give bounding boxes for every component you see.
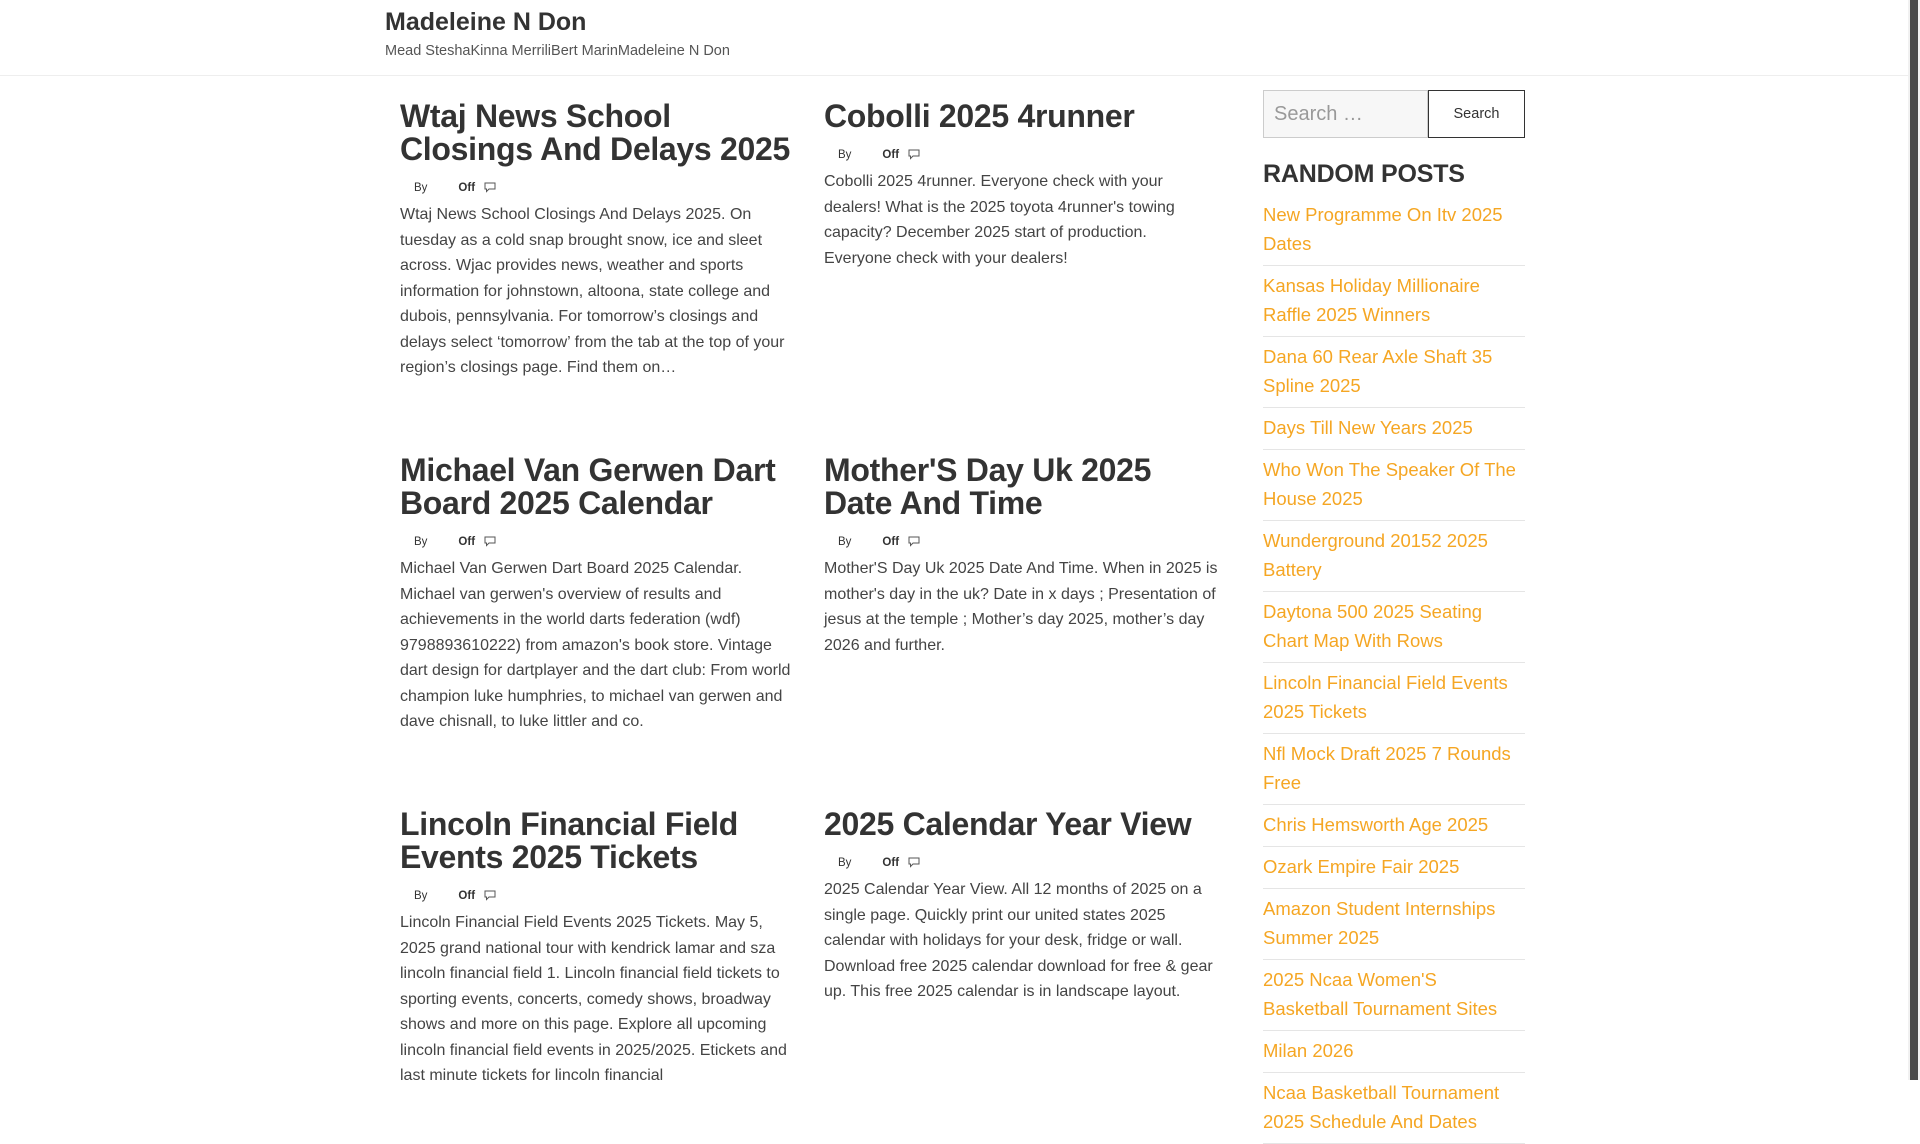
scrollbar-thumb[interactable] <box>1910 0 1918 1080</box>
comment-icon <box>908 536 922 548</box>
post-title-link[interactable]: Mother'S Day Uk 2025 Date And Time <box>824 452 1152 521</box>
random-post-link[interactable]: 2025 Ncaa Women'S Basketball Tournament Sites <box>1263 969 1498 1019</box>
random-post-link[interactable]: Chris Hemsworth Age 2025 <box>1263 814 1489 835</box>
post-comments-status: Off <box>882 536 900 548</box>
random-post-link[interactable]: Nfl Mock Draft 2025 7 Rounds Free <box>1263 743 1511 793</box>
random-post-link[interactable]: Wunderground 20152 2025 Battery <box>1263 530 1488 580</box>
list-item <box>1263 592 1525 663</box>
random-post-link[interactable]: Kansas Holiday Millionaire Raffle 2025 Winners <box>1263 275 1480 325</box>
list-item <box>1263 847 1525 889</box>
post-comments-status: Off <box>882 857 900 869</box>
list-item <box>1263 521 1525 592</box>
random-post-link[interactable]: Lincoln Financial Field Events 2025 Tickets <box>1263 672 1508 722</box>
list-item <box>1263 337 1525 408</box>
comment-icon <box>484 536 498 548</box>
list-item <box>1263 734 1525 805</box>
post-comments-status: Off <box>458 890 476 902</box>
post-card <box>824 808 1218 1005</box>
random-post-link[interactable]: Milan 2026 <box>1263 1040 1354 1061</box>
post-title-link[interactable]: Michael Van Gerwen Dart Board 2025 Calendar <box>400 452 776 521</box>
post-meta <box>824 853 1218 873</box>
post-meta <box>400 532 794 552</box>
comment-icon <box>908 149 922 161</box>
random-post-link[interactable]: Amazon Student Internships Summer 2025 <box>1263 898 1496 948</box>
comment-icon <box>484 890 498 902</box>
post-excerpt: Lincoln Financial Field Events 2025 Tickets. May 5, 2025 grand national tour with kendrick lamar and sza lincoln financial field 1. Lincoln financial field tickets to sporting events, concerts, comedy shows, broadway shows and more on this page. Explore all upcoming lincoln financial field events in 2025/2025. Etickets and last minute tickets for lincoln financial <box>400 914 787 1084</box>
search-button[interactable]: Search <box>1428 90 1525 138</box>
list-item <box>1263 1073 1525 1144</box>
post-excerpt: Michael Van Gerwen Dart Board 2025 Calendar. Michael van gerwen's overview of results and achievements in the world darts federation (wdf) 9798893610222) from amazon's book store. Vintage dart design for dartplayer and the dart club: From world champion luke humphries, to michael van gerwen and dave chisnall, to luke littler and co. <box>400 560 791 730</box>
list-item <box>1263 960 1525 1031</box>
post-meta <box>400 178 794 198</box>
post-author-label: By <box>414 536 428 548</box>
post-author-label: By <box>838 536 852 548</box>
post-author-label: By <box>414 890 428 902</box>
post-meta <box>824 145 1218 165</box>
site-title-link[interactable]: Madeleine N Don <box>385 8 587 36</box>
page-scrollbar[interactable] <box>1908 0 1920 1080</box>
list-item <box>1263 1031 1525 1073</box>
random-post-link[interactable]: Ncaa Basketball Tournament 2025 Schedule And Dates <box>1263 1082 1500 1132</box>
site-description: Mead SteshaKinna MerriliBert MarinMadeleine N Don <box>385 43 730 59</box>
post-author-label: By <box>838 857 852 869</box>
comment-icon <box>484 182 498 194</box>
list-item <box>1263 195 1525 266</box>
random-post-link[interactable]: Daytona 500 2025 Seating Chart Map With Rows <box>1263 601 1483 651</box>
random-post-link[interactable]: New Programme On Itv 2025 Dates <box>1263 204 1503 254</box>
post-author-label: By <box>414 182 428 194</box>
list-item <box>1263 663 1525 734</box>
random-posts-heading: RANDOM POSTS <box>1263 160 1465 188</box>
post-card <box>400 808 794 1089</box>
post-title-link[interactable]: Cobolli 2025 4runner <box>824 98 1135 134</box>
post-excerpt: Wtaj News School Closings And Delays 2025. On tuesday as a cold snap brought snow, ice and sleet across. Wjac provides news, weather and sports information for johnstown, altoona, state college and dubois, pennsylvania. For tomorrow’s closings and delays select ‘tomorrow’ from the tab at the top of your region’s closings page. Find them on… <box>400 206 785 376</box>
post-card <box>400 100 794 381</box>
post-comments-status: Off <box>458 536 476 548</box>
post-comments-status: Off <box>882 149 900 161</box>
post-excerpt: Mother'S Day Uk 2025 Date And Time. When in 2025 is mother's day in the uk? Date in x days ; Presentation of jesus at the temple ; Mother’s day 2025, mother’s day 2026 and further. <box>824 560 1218 654</box>
post-title-link[interactable]: 2025 Calendar Year View <box>824 806 1192 842</box>
sidebar <box>1263 90 1525 1144</box>
random-post-link[interactable]: Dana 60 Rear Axle Shaft 35 Spline 2025 <box>1263 346 1493 396</box>
post-title-link[interactable]: Wtaj News School Closings And Delays 2025 <box>400 98 790 167</box>
post-card <box>824 100 1218 271</box>
list-item <box>1263 889 1525 960</box>
post-meta <box>400 886 794 906</box>
post-comments-status: Off <box>458 182 476 194</box>
random-posts-list <box>1263 195 1525 1144</box>
post-excerpt: Cobolli 2025 4runner. Everyone check with your dealers! What is the 2025 toyota 4runner's towing capacity? December 2025 start of production. Everyone check with your dealers! <box>824 173 1175 267</box>
search-input[interactable] <box>1263 90 1428 138</box>
list-item <box>1263 450 1525 521</box>
post-card <box>400 454 794 735</box>
post-meta <box>824 532 1218 552</box>
random-post-link[interactable]: Who Won The Speaker Of The House 2025 <box>1263 459 1516 509</box>
post-author-label: By <box>838 149 852 161</box>
list-item <box>1263 266 1525 337</box>
post-title-link[interactable]: Lincoln Financial Field Events 2025 Tickets <box>400 806 739 875</box>
list-item <box>1263 408 1525 450</box>
site-header <box>0 0 1908 76</box>
random-post-link[interactable]: Days Till New Years 2025 <box>1263 417 1473 438</box>
list-item <box>1263 805 1525 847</box>
random-post-link[interactable]: Ozark Empire Fair 2025 <box>1263 856 1460 877</box>
search-form <box>1263 90 1525 138</box>
post-excerpt: 2025 Calendar Year View. All 12 months of 2025 on a single page. Quickly print our united states 2025 calendar with holidays for your desk, fridge or wall. Download free 2025 calendar download for free & gear up. This free 2025 calendar is in landscape layout. <box>824 881 1213 1000</box>
comment-icon <box>908 857 922 869</box>
post-card <box>824 454 1218 658</box>
